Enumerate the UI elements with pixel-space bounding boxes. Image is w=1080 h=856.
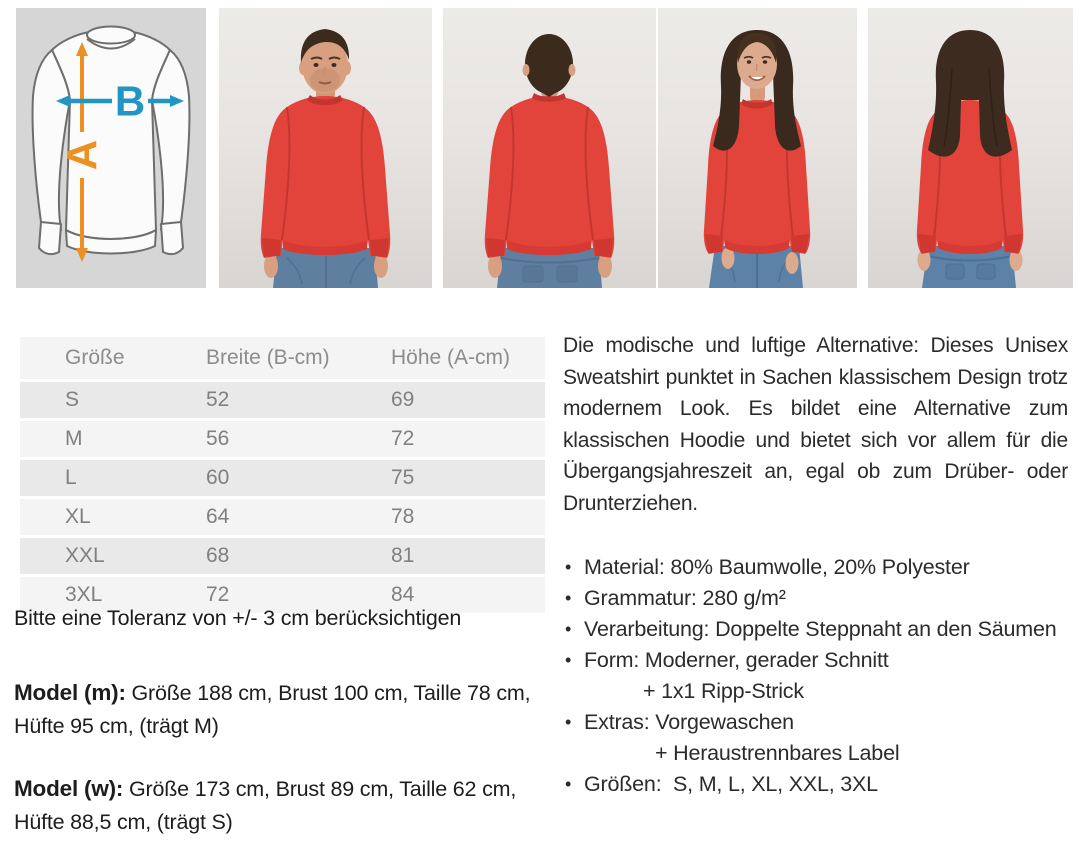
model-female-measurements: Größe 173 cm, Brust 89 cm, Taille 62 cm, Hüfte 88,5 cm, (trägt S) [14, 777, 517, 834]
size-cell: 81 [390, 538, 545, 574]
tolerance-note: Bitte eine Toleranz von +/- 3 cm berücksichtigen [14, 606, 462, 630]
size-cell: 3XL [20, 577, 205, 613]
model-female-front-image[interactable] [658, 8, 857, 288]
man-front-figure [219, 8, 432, 288]
woman-front-figure [658, 8, 857, 288]
feature-extras: • Extras: Vorgewaschen + Heraustrennbares Label [563, 707, 1068, 769]
feature-form: • Form: Moderner, gerader Schnitt + 1x1 Ripp-Strick [563, 645, 1068, 707]
feature-verarbeitung: • Verarbeitung: Doppelte Steppnaht an den Säumen [563, 614, 1068, 645]
sweatshirt [917, 100, 1023, 254]
sweatshirt [485, 93, 615, 258]
size-row-l [20, 460, 545, 496]
col-header-breite: Breite (B-cm) [205, 337, 390, 379]
product-description: Die modische und luftige Alternative: Dieses Unisex Sweatshirt punktet in Sachen klassischem Design trotz modernem Look. Es bildet eine Alternative zum klassischen Hoodie und bietet sich vor allem für die Übergangsjahreszeit an, egal ob zum Drüber- oder Drunterziehen. [563, 334, 1068, 515]
size-diagram-image[interactable] [16, 8, 206, 288]
diagram-label-a: A [58, 139, 106, 171]
size-cell: 84 [390, 577, 545, 613]
woman-back-figure [868, 8, 1073, 288]
size-cell: M [20, 421, 205, 457]
head [523, 34, 576, 97]
feature-grammatur: • Grammatur: 280 g/m² [563, 583, 1068, 614]
size-cell: 64 [205, 499, 390, 535]
size-cell: 72 [390, 421, 545, 457]
size-cell: 75 [390, 460, 545, 496]
head [737, 33, 777, 89]
diagram-label-b: B [114, 77, 146, 125]
size-cell: 60 [205, 460, 390, 496]
model-female-label: Model (w): [14, 776, 124, 801]
feature-extras-extra: + Heraustrennbares Label [655, 741, 900, 765]
size-cell: 78 [390, 499, 545, 535]
sweatshirt [261, 95, 391, 258]
model-male-front-image[interactable] [219, 8, 432, 288]
right-hand [786, 252, 799, 274]
size-row-s [20, 382, 545, 418]
man-back-figure [443, 8, 656, 288]
size-cell: 69 [390, 382, 545, 418]
size-cell: 72 [205, 577, 390, 613]
model-male-back-image[interactable] [443, 8, 656, 288]
size-cell: 56 [205, 421, 390, 457]
size-cell: 68 [205, 538, 390, 574]
model-male-label: Model (m): [14, 680, 126, 705]
feature-groessen: • Größen: S, M, L, XL, XXL, 3XL [563, 769, 1068, 800]
size-cell: S [20, 382, 205, 418]
feature-list [563, 552, 1068, 800]
size-table [20, 334, 545, 616]
feature-material: • Material: 80% Baumwolle, 20% Polyester [563, 552, 1068, 583]
size-cell: L [20, 460, 205, 496]
size-row-xl [20, 499, 545, 535]
sweatshirt-measure-diagram [16, 8, 206, 288]
head [299, 29, 351, 94]
col-header-hoehe: Höhe (A-cm) [390, 337, 545, 379]
feature-form-extra: + 1x1 Ripp-Strick [643, 679, 804, 703]
model-info-male [14, 676, 554, 743]
model-male-measurements: Größe 188 cm, Brust 100 cm, Taille 78 cm, Hüfte 95 cm, (trägt M) [14, 681, 531, 738]
col-header-groesse: Größe [20, 337, 205, 379]
size-cell: XL [20, 499, 205, 535]
model-info-female [14, 772, 554, 839]
size-table-header-row [20, 337, 545, 379]
size-cell: 52 [205, 382, 390, 418]
size-row-xxl [20, 538, 545, 574]
sweatshirt-outline [33, 27, 190, 255]
size-row-m [20, 421, 545, 457]
model-female-back-image[interactable] [868, 8, 1073, 288]
size-cell: XXL [20, 538, 205, 574]
